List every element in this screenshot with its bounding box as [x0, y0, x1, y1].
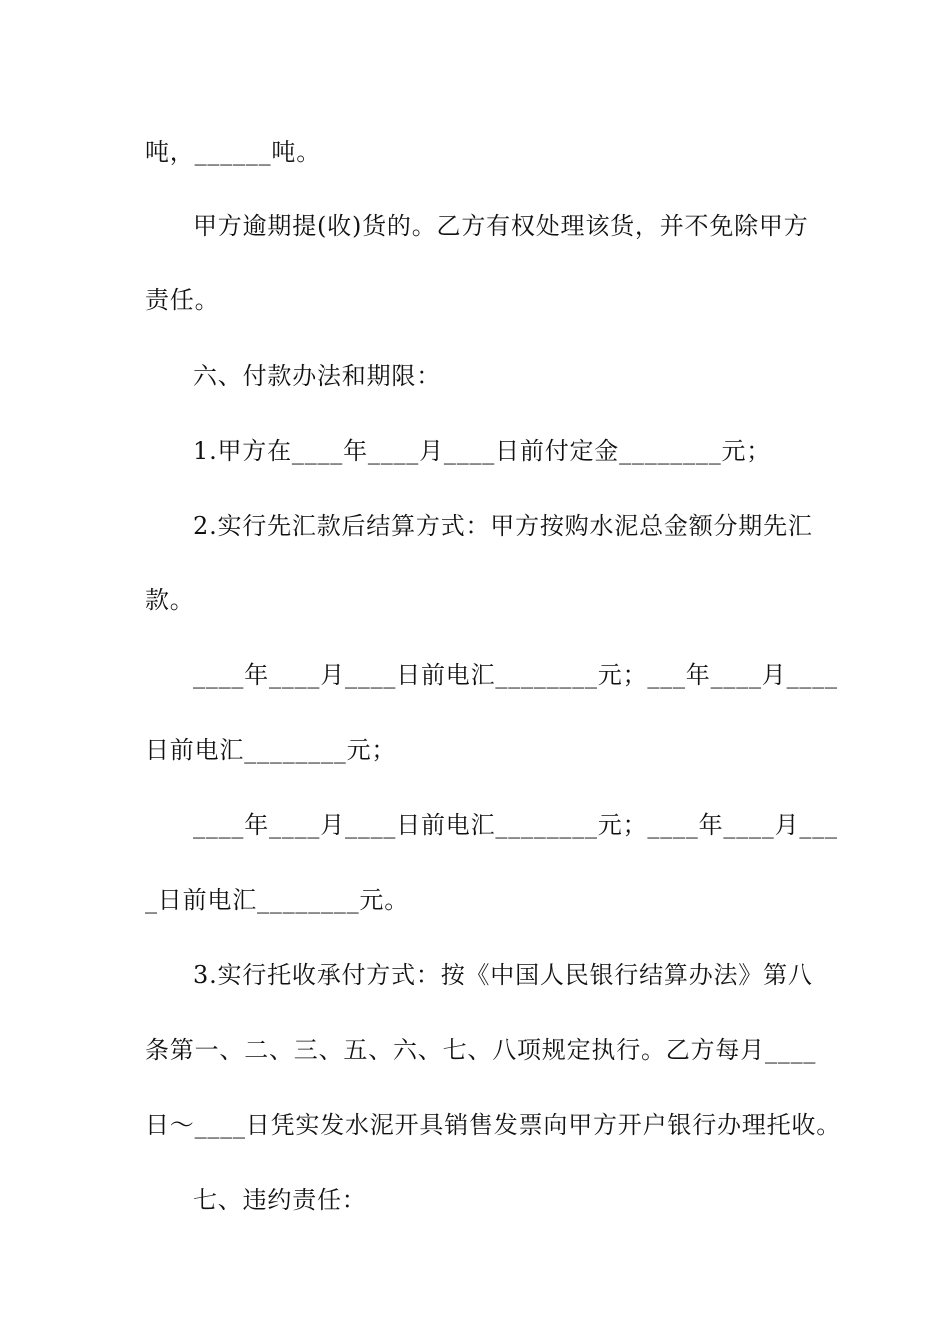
text-line: 款。: [145, 586, 195, 614]
text-line: ____年____月____日前电汇________元；___年____月____: [193, 661, 838, 689]
section-heading: 七、违约责任：: [193, 1186, 367, 1214]
text-line: 日～____日凭实发水泥开具销售发票向甲方开户银行办理托收。: [145, 1111, 841, 1139]
text-line: 2.实行先汇款后结算方式：甲方按购水泥总金额分期先汇: [193, 512, 813, 540]
text-line: 日前电汇________元；: [145, 736, 397, 764]
text-line: 吨，______吨。: [145, 138, 321, 166]
text-line: 条第一、二、三、五、六、七、八项规定执行。乙方每月____: [145, 1036, 817, 1064]
text-line: ____年____月____日前电汇________元；____年____月___: [193, 811, 838, 839]
text-line: 责任。: [145, 286, 220, 314]
text-line: 甲方逾期提(收)货的。乙方有权处理该货，并不免除甲方: [193, 212, 809, 240]
section-heading: 六、付款办法和期限：: [193, 362, 441, 390]
text-line: 1.甲方在____年____月____日前付定金________元；: [193, 437, 772, 465]
text-line: _日前电汇________元。: [145, 886, 409, 914]
text-line: 3.实行托收承付方式：按《中国人民银行结算办法》第八: [193, 961, 813, 989]
